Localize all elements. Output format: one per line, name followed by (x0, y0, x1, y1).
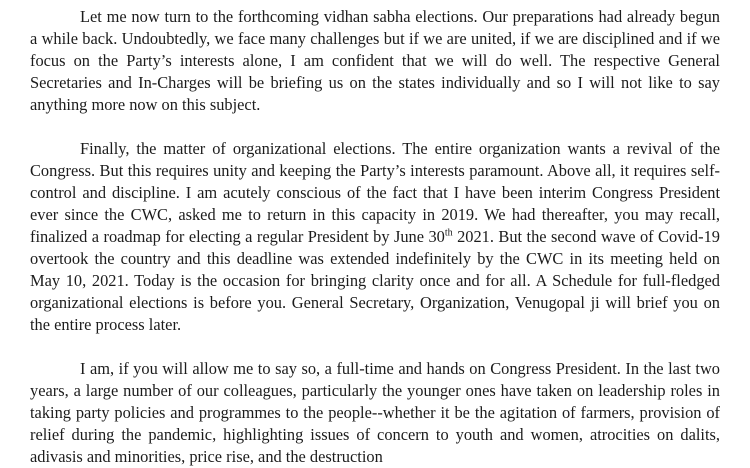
paragraph-vidhan-sabha-elections (30, 6, 720, 116)
paragraph-text: I am, if you will allow me to say so, a full-time and hands on Congress President. In the last two years, a large number of our colleagues, particularly the younger ones have taken on leadership roles in taking party policies and programmes to the people--whether it be the agitation of farmers, provision of relief during the pandemic, highlighting issues of concern to youth and women, atrocities on dalits, adivasis and minorities, price rise, and the destruction (30, 359, 720, 466)
paragraph-text-part-1: Finally, the matter of organizational elections. The entire organization wants a revival of the Congress. But this requires unity and keeping the Party’s interests paramount. Above all, it requires self-control and discipline. I am acutely conscious of the fact that I have been interim Congress President ever since the CWC, asked me to return in this capacity in 2019. We had thereafter, you may recall, finalized a roadmap for electing a regular President by June 30 (30, 139, 720, 246)
paragraph-organizational-elections (30, 138, 720, 336)
paragraph-full-time-president (30, 358, 720, 468)
ordinal-suffix: th (444, 227, 453, 239)
paragraph-text: Let me now turn to the forthcoming vidhan sabha elections. Our preparations had already begun a while back. Undoubtedly, we face many challenges but if we are united, if we are disciplined and if we focus on the Party’s interests alone, I am confident that we will do well. The respective General Secretaries and In-Charges will be briefing us on the states individually and so I will not like to say anything more now on this subject. (30, 7, 720, 114)
paragraph-text-part-2: 2021. But the second wave of Covid-19 overtook the country and this deadline was extended indefinitely by the CWC in its meeting held on May 10, 2021. Today is the occasion for bringing clarity once and for all. A Schedule for full-fledged organizational elections is before you. General Secretary, Organization, Venugopal ji will brief you on the entire process later. (30, 227, 720, 334)
